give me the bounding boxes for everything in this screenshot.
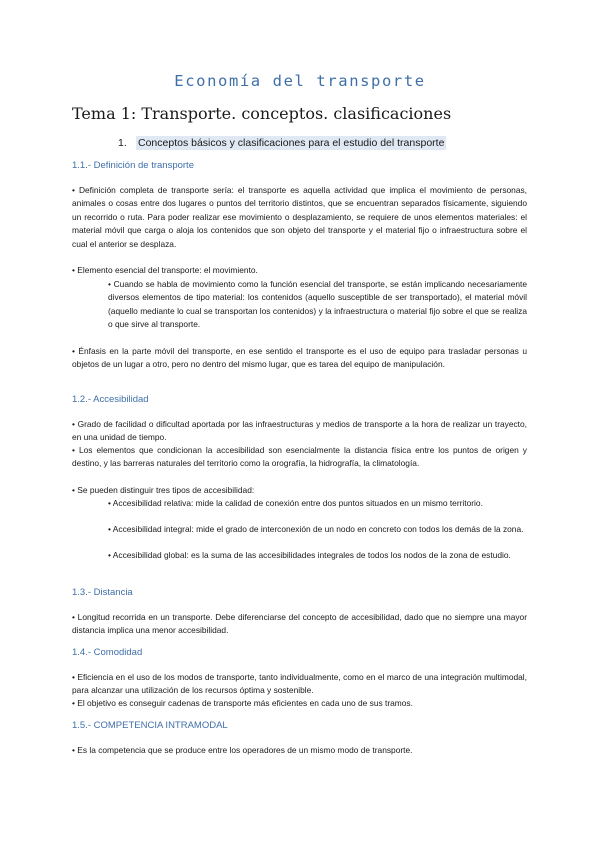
- sub-paragraph: • Accesibilidad integral: mide el grado de interconexión de un nodo en concreto con todos los demás de la zona.: [108, 524, 524, 534]
- paragraph: • Elemento esencial del transporte: el movimiento.: [72, 265, 258, 275]
- paragraph: • Énfasis en la parte móvil del transporte, en ese sentido el transporte es el uso de equipo para trasladar personas u objetos de un lugar a otro, pero no dentro del mismo lugar, que es tarea del equipo de manipulación.: [72, 346, 527, 370]
- paragraph: • Definición completa de transporte sería: el transporte es aquella actividad que implica el movimiento de personas, animales o cosas entre dos lugares o puntos del territorio distintos, que se encuentran separados físicamente, siguiendo un recorrido o ruta. Para poder realizar ese movimiento o desplazamiento, se requiere de unos elementos materiales: el material móvil que carga o aloja los contenidos que son objeto del transporte y el material fijo o infraestructura sobre el cual el anterior se desplaza.: [72, 185, 527, 249]
- numbered-item-number: 1.: [118, 137, 127, 149]
- paragraph: • Grado de facilidad o dificultad aportada por las infraestructuras y medios de transporte a la hora de realizar un trayecto, en una unidad de tiempo.: [72, 419, 527, 443]
- paragraph: • El objetivo es conseguir cadenas de transporte más eficientes en cada uno de sus tramos.: [72, 698, 413, 708]
- sub-paragraph: • Cuando se habla de movimiento como la función esencial del transporte, se están implicando necesariamente diversos elementos de tipo material: los contenidos (aquello susceptible de ser transportado), el material móvil (aquello mediante lo cual se transportan los contenidos) y la infraestructura o material fijo sobre el que se realiza o que sirve al transporte.: [108, 279, 527, 330]
- paragraph: • Es la competencia que se produce entre los operadores de un mismo modo de transporte.: [72, 745, 413, 755]
- numbered-item-text: Conceptos básicos y clasificaciones para el estudio del transporte: [138, 137, 445, 149]
- section-heading-comodidad: 1.4.- Comodidad: [72, 647, 143, 658]
- section-heading-competencia-intramodal: 1.5.- COMPETENCIA INTRAMODAL: [72, 720, 228, 731]
- section-heading-definicion: 1.1.- Definición de transporte: [72, 160, 194, 171]
- paragraph: • Eficiencia en el uso de los modos de transporte, tanto individualmente, como en el marco de una integración multimodal, para alcanzar una utilización de los recursos óptima y sostenible.: [72, 672, 527, 696]
- sub-paragraph: • Accesibilidad global: es la suma de las accesibilidades integrales de todos los nodos de la zona de estudio.: [108, 550, 511, 560]
- section-heading-accesibilidad: 1.2.- Accesibilidad: [72, 394, 149, 405]
- paragraph: • Longitud recorrida en un transporte. Debe diferenciarse del concepto de accesibilidad, dado que no siempre una mayor distancia implica una menor accesibilidad.: [72, 612, 527, 636]
- numbered-item: [118, 134, 446, 152]
- paragraph: • Los elementos que condicionan la accesibilidad son esencialmente la distancia física entre los puntos de origen y destino, y las barreras naturales del territorio como la orografía, la hidrografía, la climatología.: [72, 445, 527, 469]
- paragraph: • Se pueden distinguir tres tipos de accesibilidad:: [72, 485, 255, 495]
- tema-heading: Tema 1: Transporte. conceptos. clasificaciones: [72, 104, 452, 123]
- sub-paragraph: • Accesibilidad relativa: mide la calidad de conexión entre dos puntos situados en un mismo territorio.: [108, 498, 483, 508]
- document-title: Economía del transporte: [174, 72, 426, 90]
- section-heading-distancia: 1.3.- Distancia: [72, 587, 133, 598]
